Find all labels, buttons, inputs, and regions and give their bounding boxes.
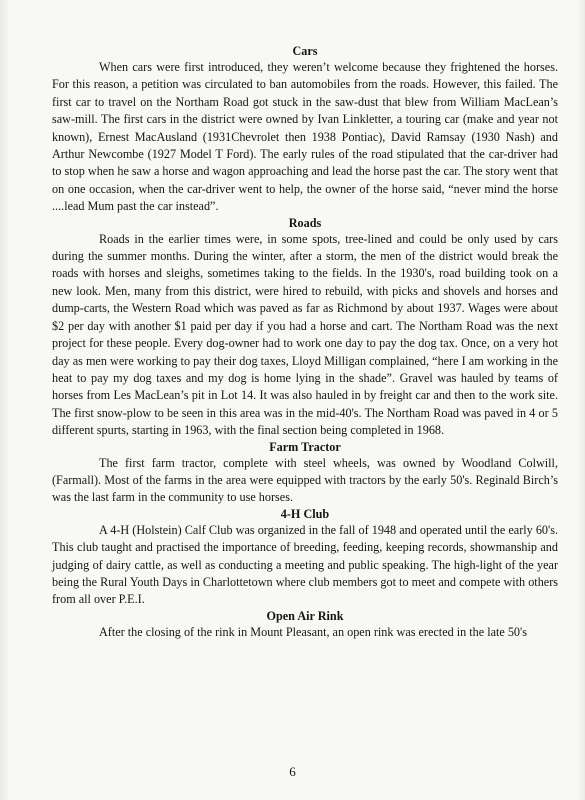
section-heading-farm-tractor: Farm Tractor	[269, 439, 341, 454]
section-body-farm-tractor: The first farm tractor, complete with steel wheels, was owned by Woodland Colwill, (Farmall). Most of the farms in the area were equipped with tractors by the early 50's. Reginald Birch’s was the last farm in the community to use horses.	[52, 455, 558, 505]
section-heading-open-air-rink: Open Air Rink	[266, 608, 344, 623]
section-body-roads: Roads in the earlier times were, in some spots, tree-lined and could be only used by cars during the summer months. During the winter, after a storm, the men of the district would break the roads with horses and sleighs, sometimes taking to the fields. In the 1930's, road building took on a new look. Men, many from this district, were hired to rebuild, with picks and shovels and horses and dump-carts, the Western Road which was paved as far as Richmond by about 1937. Wages were about $2 per day with another $1 paid per day if you had a horse and cart. The Northam Road was the next project for these people. Every dog-owner had to work one day to pay the dog tax. Once, on a very hot day as men were working to pay their dog taxes, Lloyd Milligan complained, “here I am working in the heat to pay my dog taxes and my dog is home lying in the shade”. Gravel was hauled by teams of horses from Les MacLean’s pit in Lot 14. It was also hauled in by freight car and then to the work site. The first snow-plow to be seen in this area was in the mid-40's. The Northam Road was paved in 4 or 5 different spurts, starting in 1963, with the final section being completed in 1968.	[52, 231, 558, 438]
section-heading-4h-club: 4-H Club	[280, 506, 330, 521]
page-content	[52, 44, 558, 641]
section-body-4h-club: A 4-H (Holstein) Calf Club was organized in the fall of 1948 and operated until the early 60's. This club taught and practised the importance of breeding, feeding, keeping records, showmanship and judging of dairy cattle, as well as conducting a meeting and public speaking. The high-light of the year being the Rural Youth Days in Charlottetown where club members got to meet and compete with others from all over P.E.I.	[52, 522, 558, 607]
section-body-open-air-rink: After the closing of the rink in Mount Pleasant, an open rink was erected in the late 50's	[99, 624, 527, 639]
section-heading-roads: Roads	[288, 215, 322, 230]
page-number: 6	[289, 764, 296, 779]
section-heading-cars: Cars	[292, 44, 318, 58]
section-body-cars: When cars were first introduced, they weren’t welcome because they frightened the horses. For this reason, a petition was circulated to ban automobiles from the roads. However, this failed. The first car to travel on the Northam Road got stuck in the saw-dust that blew from William MacLean’s saw-mill. The first cars in the district were owned by Ivan Linkletter, a touring car (make and year not known), Ernest MacAusland (1931Chevrolet then 1938 Pontiac), David Ramsay (1930 Nash) and Arthur Newcombe (1927 Model T Ford). The early rules of the road stipulated that the car-driver had to stop when he saw a horse and wagon approaching and lead the horse past the car. The story went that on one occasion, when the car-driver went to help, the owner of the horse said, “never mind the horse ....lead Mum past the car instead”.	[52, 60, 558, 214]
